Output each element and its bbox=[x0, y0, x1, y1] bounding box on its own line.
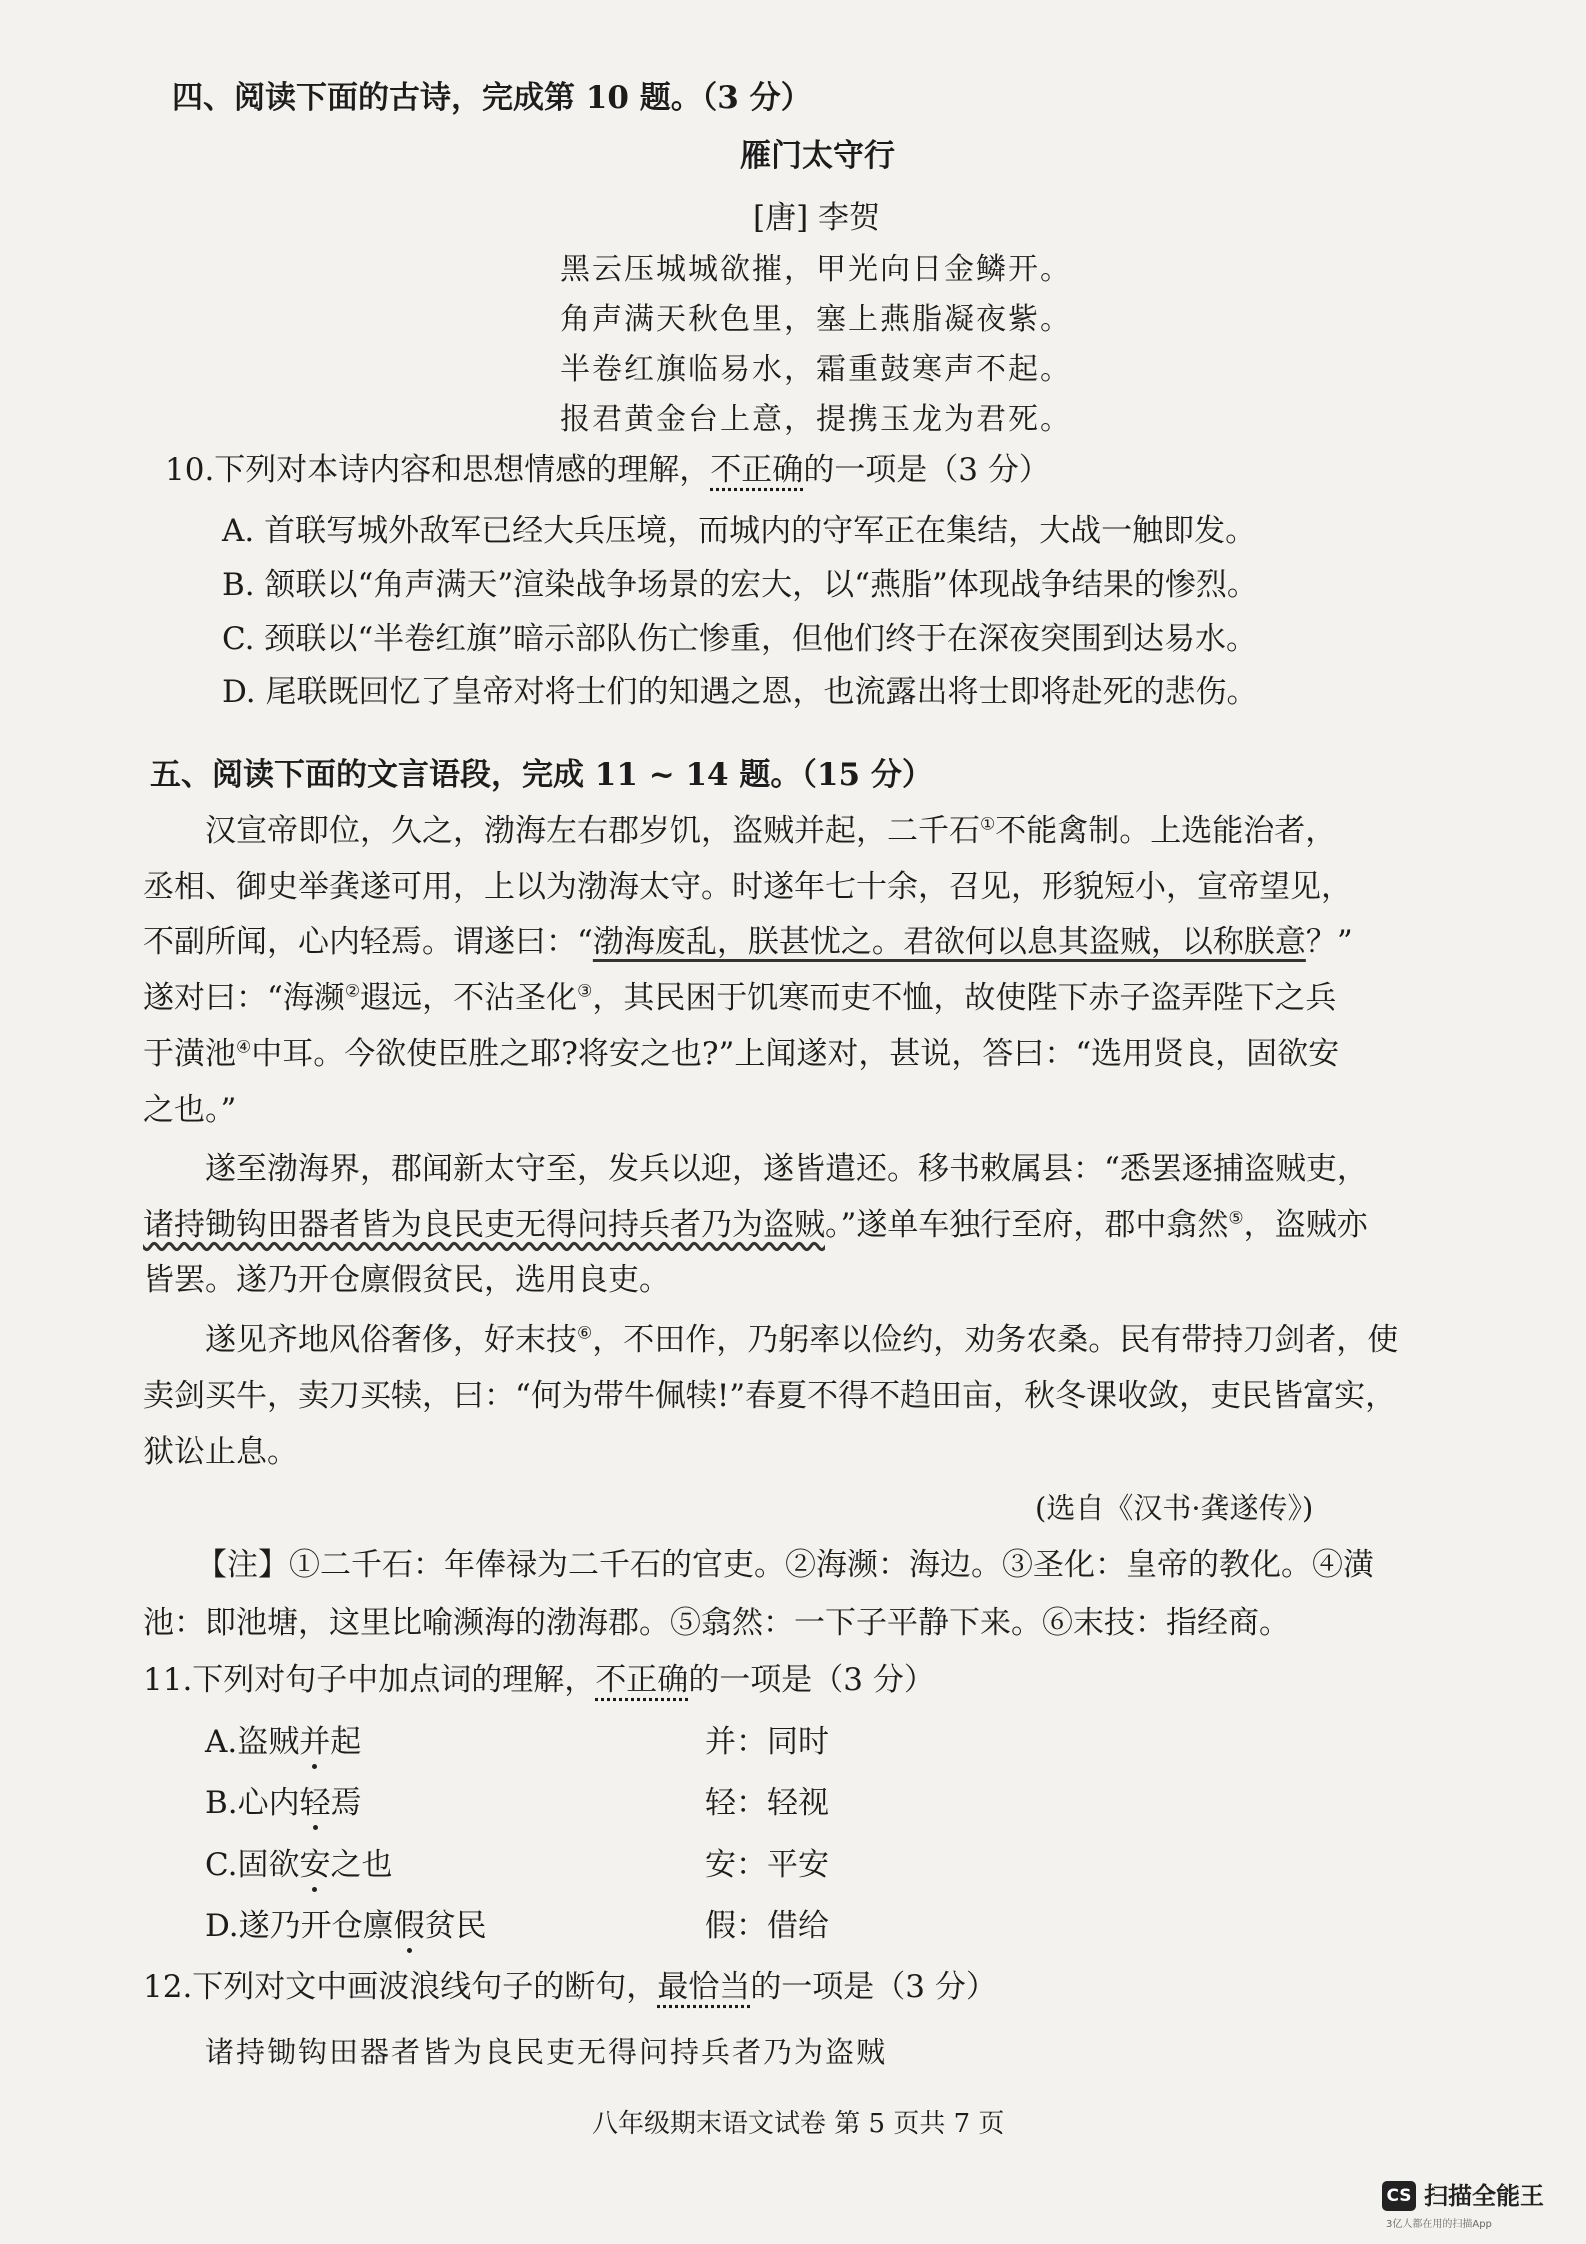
q11-stem: 11.下列对句子中加点词的理解，不正确的一项是（3 分） bbox=[143, 1662, 935, 1698]
q11-emphasis: 不正确 bbox=[595, 1662, 689, 1698]
page-footer: 八年级期末语文试卷 第 5 页共 7 页 bbox=[592, 2109, 1005, 2139]
q11-gloss-d: 假：借给 bbox=[705, 1908, 829, 1944]
q11-gloss-a: 并：同时 bbox=[705, 1724, 829, 1760]
q10-option-d: D. 尾联既回忆了皇帝对将士们的知遇之恩，也流露出将士即将赴死的悲伤。 bbox=[222, 674, 1258, 710]
q11-option-c: C.固欲安之也 bbox=[205, 1847, 393, 1883]
q11-gloss-b: 轻：轻视 bbox=[705, 1785, 829, 1821]
dotted-word: 假 bbox=[393, 1908, 425, 1944]
q10-emphasis: 不正确 bbox=[710, 452, 804, 488]
notes-line2: 池：即池塘，这里比喻濒海的渤海郡。⑤翕然：一下子平静下来。⑥末技：指经商。 bbox=[143, 1605, 1290, 1641]
q11-option-d: D.遂乃开仓廪假贫民 bbox=[205, 1908, 487, 1944]
passage-p1-line3: 不副所闻，心内轻焉。谓遂曰：“渤海废乱，朕甚忧之。君欲何以息其盗贼，以称朕意？” bbox=[143, 924, 1353, 960]
q12-stem: 12.下列对文中画波浪线句子的断句，最恰当的一项是（3 分） bbox=[143, 1969, 997, 2005]
q11-gloss-c: 安：平安 bbox=[705, 1847, 829, 1883]
section4-heading: 四、阅读下面的古诗，完成第 10 题。（3 分） bbox=[172, 80, 812, 116]
q10-option-c: C. 颈联以“半卷红旗”暗示部队伤亡惨重，但他们终于在深夜突围到达易水。 bbox=[222, 621, 1258, 657]
poem-author: [唐] 李贺 bbox=[753, 200, 881, 236]
q12-sentence: 诸持锄钩田器者皆为良民吏无得问持兵者乃为盗贼 bbox=[205, 2035, 888, 2069]
passage-p1-line2: 丞相、御史举龚遂可用，上以为渤海太守。时遂年七十余，召见，形貌短小，宣帝望见， bbox=[143, 869, 1352, 905]
dotted-word: 轻 bbox=[299, 1785, 331, 1821]
poem-line-4: 报君黄金台上意，提携玉龙为君死。 bbox=[560, 402, 1072, 437]
scanner-watermark bbox=[1382, 2181, 1572, 2231]
poem-title: 雁门太守行 bbox=[740, 138, 895, 174]
passage-p3-line3: 狱讼止息。 bbox=[143, 1434, 298, 1470]
q10-stem: 10.下列对本诗内容和思想情感的理解，不正确的一项是（3 分） bbox=[165, 452, 1050, 488]
passage-p1-line6: 之也。” bbox=[143, 1092, 237, 1128]
passage-p2-line2: 诸持锄钩田器者皆为良民吏无得问持兵者乃为盗贼。”遂单车独行至府，郡中翕然⑤，盗贼亦 bbox=[143, 1207, 1368, 1243]
underlined-sentence: 渤海废乱，朕甚忧之。君欲何以息其盗贼，以称朕意 bbox=[592, 924, 1306, 960]
passage-source: (选自《汉书·龚遂传》) bbox=[1035, 1491, 1314, 1525]
wavy-underlined-sentence: 诸持锄钩田器者皆为良民吏无得问持兵者乃为盗贼 bbox=[143, 1207, 825, 1243]
passage-p3-line2: 卖剑买牛，卖刀买犊，曰：“何为带牛佩犊!”春夏不得不趋田亩，秋冬课收敛，吏民皆富实， bbox=[143, 1378, 1397, 1414]
passage-p3-line1: 遂见齐地风俗奢侈，好末技⑥，不田作，乃躬率以俭约，劝务农桑。民有带持刀剑者，使 bbox=[205, 1322, 1399, 1358]
poem-line-3: 半卷红旗临易水，霜重鼓寒声不起。 bbox=[560, 352, 1072, 387]
passage-p2-line1: 遂至渤海界，郡闻新太守至，发兵以迎，遂皆遣还。移书敕属县：“悉罢逐捕盗贼吏， bbox=[205, 1151, 1368, 1187]
watermark-name: 扫描全能王 bbox=[1424, 2182, 1544, 2210]
q12-emphasis: 最恰当 bbox=[657, 1969, 751, 2005]
q11-option-a: A.盗贼并起 bbox=[205, 1724, 362, 1760]
poem-line-2: 角声满天秋色里，塞上燕脂凝夜紫。 bbox=[560, 302, 1072, 337]
watermark-subtitle: 3亿人都在用的扫描App bbox=[1386, 2219, 1492, 2230]
passage-p1-line4: 遂对曰：“海濒②遐远，不沾圣化③，其民困于饥寒而吏不恤，故使陛下赤子盗弄陛下之兵 bbox=[143, 980, 1337, 1016]
passage-p1-line5: 于潢池④中耳。今欲使臣胜之耶?将安之也?”上闻遂对，甚说，答曰：“选用贤良，固欲安 bbox=[143, 1036, 1340, 1072]
q10-option-a: A. 首联写城外敌军已经大兵压境，而城内的守军正在集结，大战一触即发。 bbox=[222, 513, 1257, 549]
passage-p1-line1: 汉宣帝即位，久之，渤海左右郡岁饥，盗贼并起，二千石①不能禽制。上选能治者， bbox=[205, 813, 1337, 849]
dotted-word: 并 bbox=[299, 1724, 331, 1760]
passage-p2-line3: 皆罢。遂乃开仓廪假贫民，选用良吏。 bbox=[143, 1262, 670, 1298]
cs-logo-icon: CS bbox=[1382, 2181, 1416, 2211]
section5-heading: 五、阅读下面的文言语段，完成 11 ~ 14 题。（15 分） bbox=[150, 757, 933, 793]
q10-option-b: B. 颔联以“角声满天”渲染战争场景的宏大，以“燕脂”体现战争结果的惨烈。 bbox=[222, 567, 1258, 603]
notes-line1: 【注】①二千石：年俸禄为二千石的官吏。②海濒：海边。③圣化：皇帝的教化。④潢 bbox=[196, 1547, 1374, 1583]
poem-line-1: 黑云压城城欲摧，甲光向日金鳞开。 bbox=[560, 252, 1072, 287]
q11-option-b: B.心内轻焉 bbox=[205, 1785, 362, 1821]
dotted-word: 安 bbox=[299, 1847, 331, 1883]
